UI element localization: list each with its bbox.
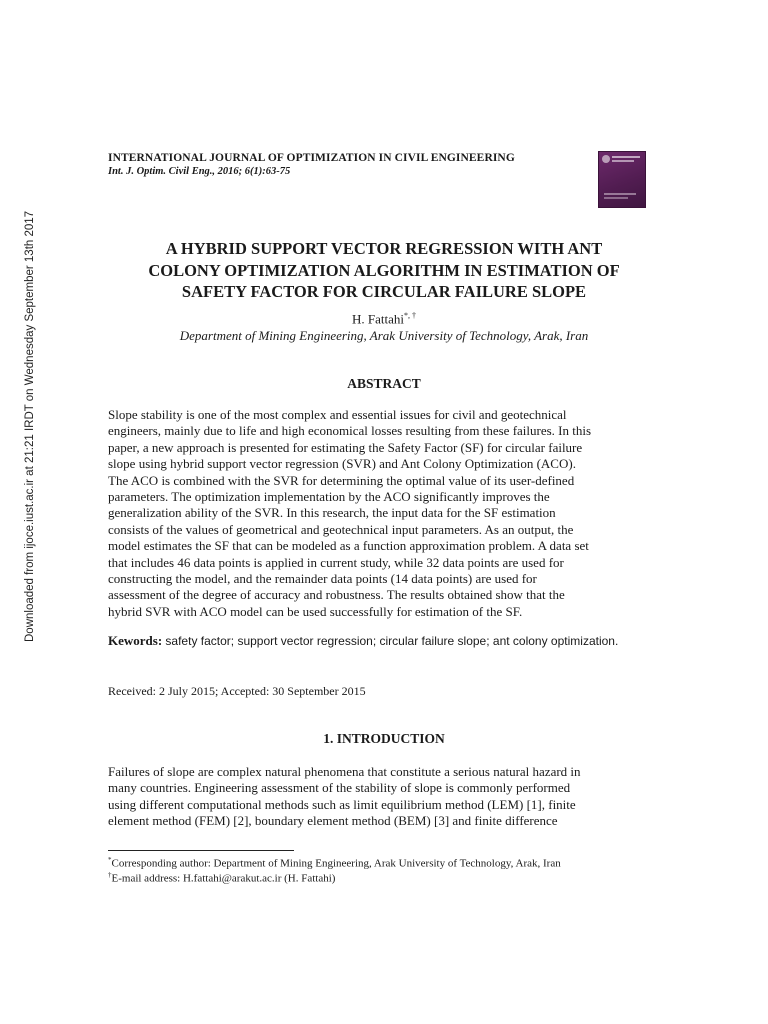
footnote-mark: * [108, 856, 112, 864]
journal-cover-thumbnail [598, 151, 646, 208]
footnote-mark: † [108, 871, 112, 879]
journal-logo-icon [602, 155, 610, 163]
journal-name: INTERNATIONAL JOURNAL OF OPTIMIZATION IN CIVIL ENGINEERING [108, 152, 515, 164]
received-dates: Received: 2 July 2015; Accepted: 30 September 2015 [108, 684, 366, 698]
keywords [108, 633, 659, 649]
title-line: SAFETY FACTOR FOR CIRCULAR FAILURE SLOPE [181, 282, 587, 301]
keywords-label: Kewords: [108, 633, 163, 648]
footnote-text: E-mail address: H.fattahi@arakut.ac.ir (H. Fattahi) [111, 872, 336, 885]
footnote-text: Corresponding author: Department of Mining Engineering, Arak University of Technology, Arak, Iran [111, 857, 561, 870]
abstract-text: Slope stability is one of the most complex and essential issues for civil and geotechnical engineers, mainly due to life and high economical losses resulting from these failures. In this paper, a new approach is presented for estimating the Safety Factor (SF) for circular failure slope using hybrid support vector regression (SVR) and Ant Colony Optimization (ACO). The ACO is combined with the SVR for determining the optimal value of its user-defined parameters. The optimization implementation by the ACO significantly improves the generalization ability of the SVR. In this research, the input data for the SF estimation consists of the values of geometrical and geotechnical input parameters. As an output, the model estimates the SF that can be modeled as a function approximation problem. A data set that includes 46 data points is applied in current study, while 32 data points are used for constructing the model, and the remainder data points (14 data points) are used for assessment of the degree of accuracy and robustness. The results obtained show that the hybrid SVR with ACO model can be used successfully for estimation of the SF. [108, 407, 592, 619]
introduction-heading: 1. INTRODUCTION [323, 731, 445, 746]
footnote-divider [108, 850, 294, 851]
download-stamp: Downloaded from ijoce.iust.ac.ir at 21:21 IRDT on Wednesday September 13th 2017 [24, 210, 36, 642]
introduction-text: Failures of slope are complex natural phenomena that constitute a serious natural hazard in many countries. Engineering assessment of the stability of slope is commonly performed using different computational methods such as limit equilibrium method (LEM) [1], finite element method (FEM) [2], boundary element method (BEM) [3] and finite difference [108, 764, 581, 829]
keywords-text: safety factor; support vector regression; circular failure slope; ant colony optimization. [165, 634, 619, 648]
journal-citation: Int. J. Optim. Civil Eng., 2016; 6(1):63-75 [108, 166, 291, 177]
author-affiliation: Department of Mining Engineering, Arak University of Technology, Arak, Iran [179, 328, 589, 343]
author-line [108, 311, 660, 327]
abstract-heading: ABSTRACT [347, 376, 421, 391]
footnote-email [108, 871, 335, 885]
title-line: A HYBRID SUPPORT VECTOR REGRESSION WITH ANT [165, 239, 603, 258]
footnote-corresponding-author [108, 856, 561, 870]
author-name: H. Fattahi [352, 311, 404, 327]
author-marks: *, † [404, 311, 416, 320]
paper-title [108, 238, 660, 303]
title-line: COLONY OPTIMIZATION ALGORITHM IN ESTIMATION OF [148, 260, 620, 280]
